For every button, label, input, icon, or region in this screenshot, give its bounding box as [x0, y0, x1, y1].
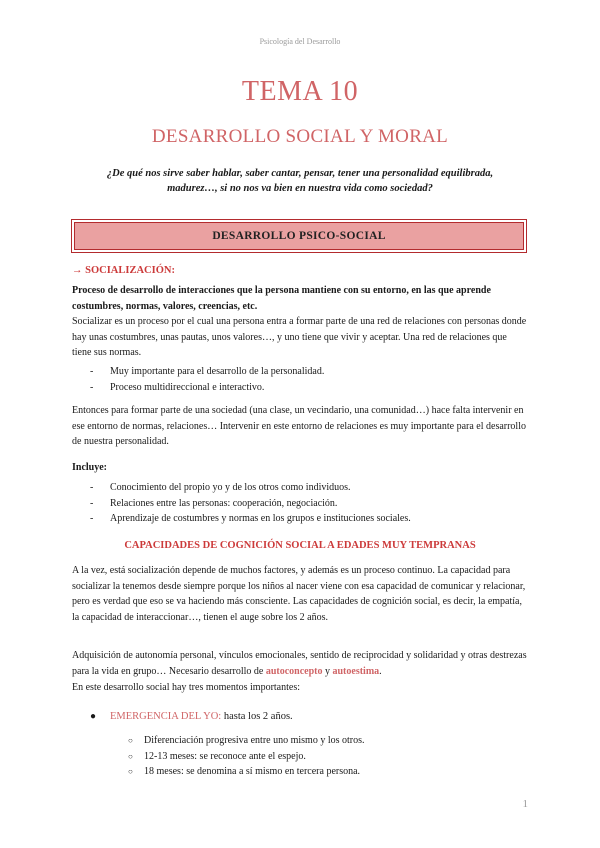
incluye-heading: Incluye:: [72, 462, 107, 473]
socializacion-heading: → SOCIALIZACIÓN:: [72, 265, 175, 276]
socializacion-list: [72, 364, 528, 395]
page-number: 1: [522, 798, 528, 810]
section-heading-box: [71, 219, 527, 253]
emergencia-label: EMERGENCIA DEL YO:: [110, 711, 222, 722]
socializacion-paragraph: Socializar es un proceso por el cual una persona entra a formar parte de una red de relaciones con personas donde hay unas costumbres, unas pautas, unos valores…, y uno tiene que vivir y aceptar. Una red de relaciones que tiene sus normas.: [72, 316, 527, 358]
list-item: ○ Diferenciación progresiva entre uno mismo y los otros.: [128, 735, 365, 746]
section-heading: DESARROLLO PSICO-SOCIAL: [74, 222, 524, 250]
bullet-icon: ●: [90, 711, 97, 722]
socializacion-paragraph-2: Entonces para formar parte de una sociedad (una clase, un vecindario, una comunidad…) hace falta intervenir en ese entorno de normas, relaciones… Intervenir en este entorno de relaciones es muy importante para el desarrollo de nuestra personalidad.: [72, 405, 526, 447]
list-item: ○ 12-13 meses: se reconoce ante el espejo.: [128, 750, 306, 762]
list-item: - Conocimiento del propio yo y de los otros como individuos.: [90, 482, 351, 493]
capacidades-paragraph-3: En este desarrollo social hay tres momentos importantes:: [72, 682, 300, 693]
capacidades-paragraph-2: Adquisición de autonomía personal, vínculos emocionales, sentido de reciprocidad y solidaridad y otras destrezas para la vida en grupo… Necesario desarrollo de autoconcepto y autoestima.: [72, 650, 527, 677]
highlight-autoconcepto: autoconcepto: [265, 665, 323, 677]
emergencia-item: ● EMERGENCIA DEL YO: hasta los 2 años.: [90, 711, 293, 722]
list-item: - Relaciones entre las personas: cooperación, negociación.: [90, 497, 338, 509]
incluye-list: [72, 480, 528, 527]
socializacion-definition: Proceso de desarrollo de interacciones que la persona mantiene con su entorno, en las que aprende costumbres, normas, valores, creencias, etc.: [72, 285, 491, 312]
page-subtitle: DESARROLLO SOCIAL Y MORAL: [151, 126, 449, 147]
intro-question: ¿De qué nos sirve saber hablar, saber cantar, pensar, tener una personalidad equilibrada, madurez…, si no nos va bien en nuestra vida como sociedad?: [106, 168, 494, 194]
emergencia-sublist: [72, 733, 528, 780]
page-title: TEMA 10: [241, 76, 359, 107]
list-item: - Aprendizaje de costumbres y normas en los grupos e instituciones sociales.: [90, 513, 411, 524]
list-item: - Proceso multidireccional e interactivo.: [90, 381, 265, 393]
capacidades-paragraph: A la vez, está socialización depende de muchos factores, y además es un proceso continuo. La capacidad para socializar la tenemos desde siempre porque los niños al nacer viene con esa capacidad de comunicar y relacionar, pero es verdad que eso se va haciendo más consciente. Las capacidades de cognición social, es decir, la empatía, la capacidad de interaccionar…, tienen el auge sobre los 2 años.: [72, 565, 526, 623]
list-item: - Muy importante para el desarrollo de la personalidad.: [90, 366, 325, 377]
capacidades-heading: CAPACIDADES DE COGNICIÓN SOCIAL A EDADES MUY TEMPRANAS: [124, 540, 476, 551]
highlight-autoestima: autoestima: [332, 665, 380, 677]
list-item: ○ 18 meses: se denomina a sí mismo en tercera persona.: [128, 766, 361, 777]
running-header: Psicología del Desarrollo: [259, 37, 341, 46]
